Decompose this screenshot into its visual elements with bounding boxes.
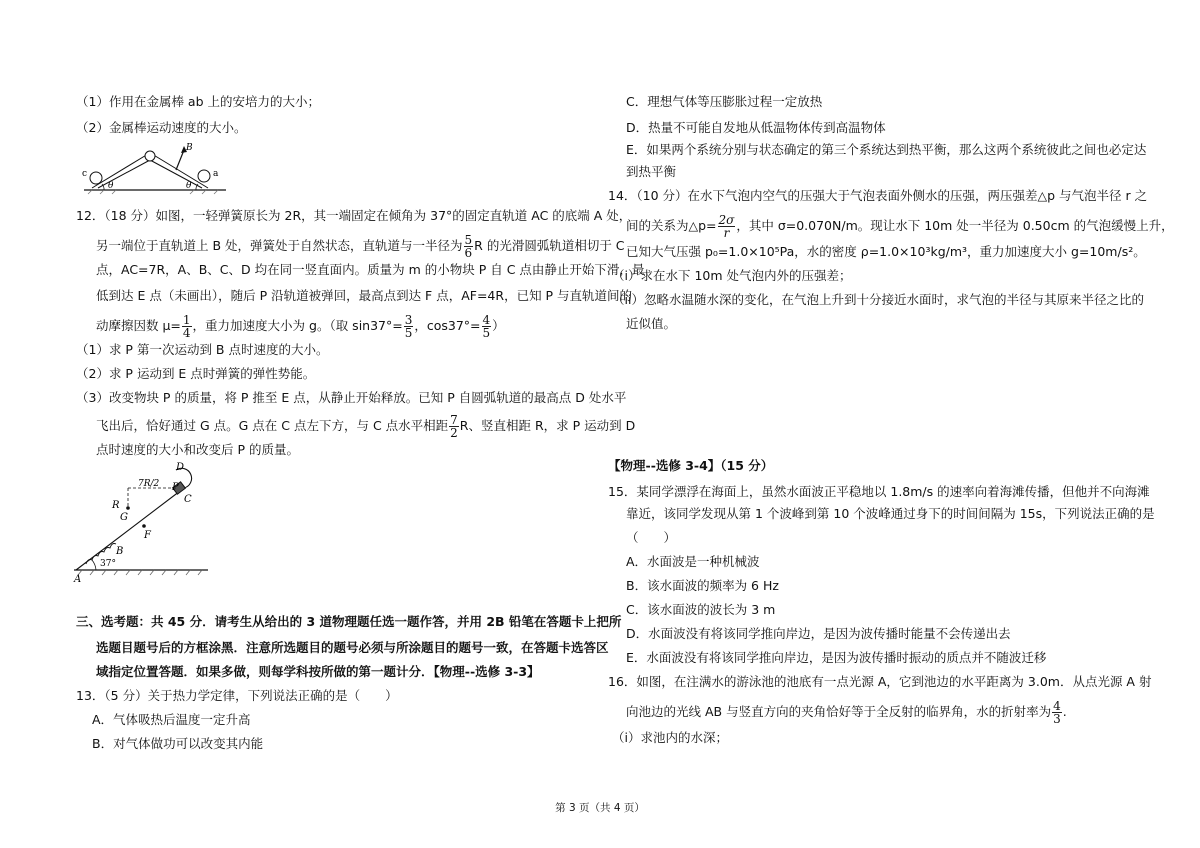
q11-sub2: （2）金属棒运动速度的大小。 — [76, 120, 247, 135]
q14-line3: 已知大气压强 p₀=1.0×10⁵Pa，水的密度 ρ=1.0×10³kg/m³，重力加速度大小 g=10m/s²。 — [626, 244, 1146, 259]
label-B: B — [116, 546, 124, 557]
section34-title: 【物理--选修 3-4】（15 分） — [608, 458, 774, 473]
q12-sub2: （2）求 P 运动到 E 点时弹簧的弹性势能。 — [76, 366, 316, 381]
q12-sub3-line1: （3）改变物块 P 的质量，将 P 推至 E 点，从静止开始释放。已知 P 自圆弧轨道的最高点 D 处水平 — [76, 390, 627, 405]
q13-option-E-line1: E．如果两个系统分别与状态确定的第三个系统达到热平衡，那么这两个系统彼此之间也必定达 — [626, 142, 1147, 157]
fraction-mu: $\frac{1}{4}$ — [182, 313, 191, 340]
label-theta-left: θ — [108, 181, 114, 191]
label-G: G — [120, 512, 128, 523]
q15-option-A: A．水面波是一种机械波 — [626, 554, 760, 569]
q14-part-ii-line1: （ii）忽略水温随水深的变化，在气泡上升到十分接近水面时，求气泡的半径与其原来半径之比的 — [612, 292, 1144, 307]
label-angle: 37° — [100, 559, 116, 569]
label-a: a — [213, 169, 219, 179]
q13-option-A: A．气体吸热后温度一定升高 — [92, 712, 251, 727]
q15-option-C: C．该水面波的波长为 3 m — [626, 602, 776, 617]
label-C: C — [184, 494, 192, 505]
q11-sub1: （1）作用在金属棒 ab 上的安培力的大小； — [76, 94, 320, 109]
q12-line5: 动摩擦因数 μ= $\frac{1}{4}$ ，重力加速度大小为 g。（取 sin37°= $\frac{3}{5}$ ，cos37°= $\frac{4}{5}$ ） — [96, 313, 505, 340]
q15-paren: （ ） — [626, 530, 677, 545]
fraction-sin: $\frac{3}{5}$ — [404, 313, 413, 340]
q12-line2: 另一端位于直轨道上 B 处，弹簧处于自然状态，直轨道与一半径为 $\frac{5}{6}$ R 的光滑圆弧轨道相切于 C — [96, 233, 625, 260]
label-B: B — [186, 143, 193, 153]
label-c: c — [82, 169, 88, 179]
q15-line2: 靠近，该同学发现从第 1 个波峰到第 10 个波峰通过身下的时间间隔为 15s，下列说法正确的是 — [626, 506, 1155, 521]
q14-line1: 14．（10 分）在水下气泡内空气的压强大于气泡表面外侧水的压强，两压强差△p 与气泡半径 r 之 — [608, 188, 1148, 203]
section3-line2: 选题目题号后的方框涂黑．注意所选题目的题号必须与所涂题目的题号一致，在答题卡选答区 — [96, 640, 609, 655]
fraction-4-3: $\frac{4}{3}$ — [1053, 699, 1061, 726]
label-D: D — [176, 462, 185, 473]
q13-stem: 13．（5 分）关于热力学定律，下列说法正确的是（ ） — [76, 688, 398, 703]
q14-part-ii-line2: 近似值。 — [626, 316, 677, 331]
q12-sub1: （1）求 P 第一次运动到 B 点时速度的大小。 — [76, 342, 329, 357]
q12-line3: 点，AC=7R，A、B、C、D 均在同一竖直面内。质量为 m 的小物块 P 自 C 点由静止开始下滑，最 — [96, 262, 645, 277]
q15-option-D: D．水面波没有将该同学推向岸边，是因为波传播时能量不会传递出去 — [626, 626, 1011, 641]
label-A: A — [74, 574, 82, 584]
section3-line3: 域指定位置答题．如果多做，则每学科按所做的第一题计分．【物理--选修 3-3】 — [96, 664, 540, 679]
q12-sub3-line2: 飞出后，恰好通过 G 点。G 点在 C 点左下方，与 C 点水平相距 $\frac{7}{2}$ R、竖直相距 R，求 P 运动到 D — [96, 413, 636, 440]
q16-part-i: （i）求池内的水深； — [612, 730, 728, 745]
fraction-5-6: $\frac{5}{6}$ — [464, 233, 473, 260]
label-theta-right: θ — [186, 181, 192, 191]
page-footer: 第 3 页（共 4 页） — [555, 802, 645, 814]
q13-option-B: B．对气体做功可以改变其内能 — [92, 736, 264, 751]
label-P: P — [172, 482, 179, 493]
q15-option-E: E．水面波没有将该同学推向岸边，是因为波传播时振动的质点并不随波迁移 — [626, 650, 1047, 665]
figure-11-rails — [80, 140, 230, 198]
fraction-cos: $\frac{4}{5}$ — [482, 313, 491, 340]
q14-line2: 间的关系为△p= $\frac{2\sigma}{r}$ ，其中 σ=0.070N/m。现让水下 10m 处一半径为 0.50cm 的气泡缓慢上升， — [626, 213, 1174, 240]
q12-line4: 低到达 E 点（未画出），随后 P 沿轨道被弹回，最高点到达 F 点，AF=4R，已知 P 与直轨道间的 — [96, 288, 633, 303]
q14-part-i: （i）求在水下 10m 处气泡内外的压强差； — [612, 268, 852, 283]
q16-line1: 16．如图，在注满水的游泳池的池底有一点光源 A，它到池边的水平距离为 3.0m．从点光源 A 射 — [608, 674, 1152, 689]
q16-line2: 向池边的光线 AB 与竖直方向的夹角恰好等于全反射的临界角，水的折射率为 $\frac{4}{3}$ . — [626, 699, 1067, 726]
q12-sub3-line3: 点时速度的大小和改变后 P 的质量。 — [96, 442, 299, 457]
label-R: R — [112, 500, 120, 511]
q13-option-C: C．理想气体等压膨胀过程一定放热 — [626, 94, 823, 109]
q12-line1: 12．（18 分）如图，一轻弹簧原长为 2R，其一端固定在倾角为 37°的固定直轨道 AC 的底端 A 处， — [76, 208, 632, 223]
section3-line1: 三、选考题：共 45 分．请考生从给出的 3 道物理题任选一题作答，并用 2B 铅笔在答题卡上把所 — [76, 614, 622, 629]
label-7R2: 7R/2 — [138, 479, 160, 489]
figure-12-incline — [72, 458, 212, 584]
fraction-7-2: $\frac{7}{2}$ — [450, 413, 458, 440]
q15-line1: 15．某同学漂浮在海面上，虽然水面波正平稳地以 1.8m/s 的速率向着海滩传播，但他并不向海滩 — [608, 484, 1150, 499]
q13-option-D: D．热量不可能自发地从低温物体传到高温物体 — [626, 120, 886, 135]
label-F: F — [144, 530, 151, 541]
fraction-2sigma-r: $\frac{2\sigma}{r}$ — [718, 213, 735, 240]
q13-option-E-line2: 到热平衡 — [626, 164, 677, 179]
q15-option-B: B．该水面波的频率为 6 Hz — [626, 578, 779, 593]
